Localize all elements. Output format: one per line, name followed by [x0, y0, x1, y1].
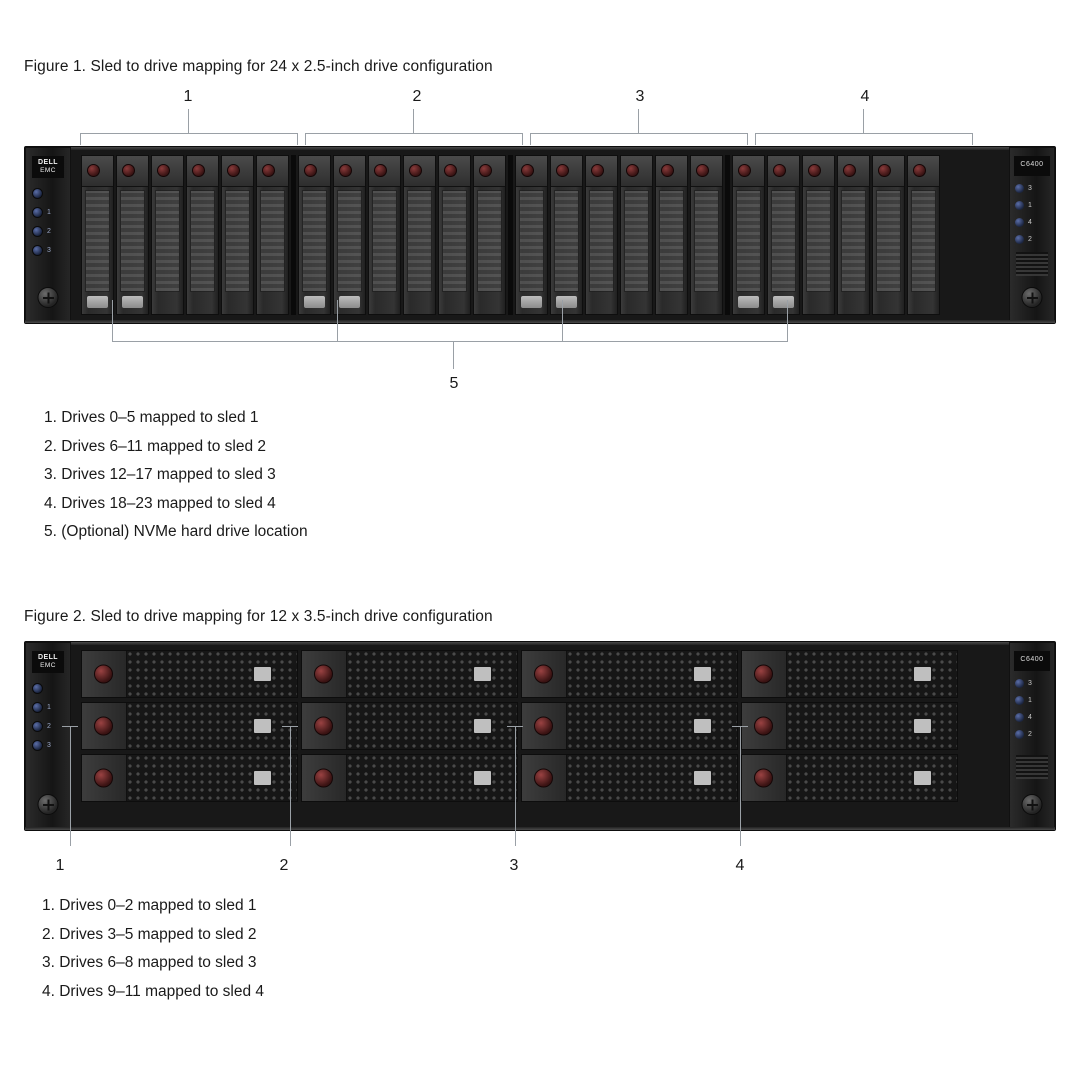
- led-icon: [1015, 730, 1024, 739]
- drive-bay[interactable]: [403, 155, 436, 315]
- legend-item: 4. Drives 9–11 mapped to sled 4: [42, 982, 265, 1000]
- callout-4: 4: [860, 88, 870, 105]
- thumbscrew-icon: [1022, 287, 1043, 308]
- callout-1: 1: [55, 857, 65, 874]
- status-led-row: 2: [1015, 231, 1051, 248]
- status-led-row: [32, 184, 66, 203]
- drive-bay[interactable]: [767, 155, 800, 315]
- sled-divider: [508, 155, 513, 315]
- led-icon: [1015, 218, 1024, 227]
- legend-item: 3. Drives 12–17 mapped to sled 3: [44, 466, 276, 483]
- led-icon: [1015, 235, 1024, 244]
- drive-bay[interactable]: [521, 754, 738, 802]
- release-latch-icon[interactable]: [479, 164, 492, 177]
- status-led-row: [32, 679, 66, 698]
- thumbscrew-icon: [38, 794, 59, 815]
- release-latch-icon[interactable]: [754, 665, 773, 684]
- sled-column: [81, 650, 298, 822]
- release-latch-icon[interactable]: [696, 164, 709, 177]
- release-latch-icon[interactable]: [913, 164, 926, 177]
- figure-1-legend: [44, 404, 308, 547]
- legend-item: 4. Drives 18–23 mapped to sled 4: [44, 494, 276, 512]
- status-led-row: 1: [32, 203, 66, 222]
- drive-bay-group-35: [81, 650, 995, 822]
- status-led-row: 4: [1015, 709, 1051, 726]
- release-latch-icon[interactable]: [534, 717, 553, 736]
- callout-4: 4: [735, 857, 745, 874]
- model-label: C6400: [1014, 156, 1050, 176]
- drive-bay[interactable]: [872, 155, 905, 315]
- drive-bay[interactable]: [81, 155, 114, 315]
- drive-bay[interactable]: [732, 155, 765, 315]
- nvme-indicator: [556, 296, 577, 308]
- release-latch-icon[interactable]: [661, 164, 674, 177]
- drive-label: [694, 667, 711, 681]
- drive-label: [474, 667, 491, 681]
- led-icon: [1015, 713, 1024, 722]
- drive-bay[interactable]: [837, 155, 870, 315]
- drive-label: [254, 771, 271, 785]
- led-icon: [32, 721, 43, 732]
- status-led-row: 1: [1015, 692, 1051, 709]
- right-ear: [1009, 147, 1055, 323]
- release-latch-icon[interactable]: [157, 164, 170, 177]
- led-icon: [32, 683, 43, 694]
- led-icon: [1015, 679, 1024, 688]
- figure-2-legend: [42, 892, 264, 1006]
- drive-bay[interactable]: [515, 155, 548, 315]
- release-latch-icon[interactable]: [122, 164, 135, 177]
- release-latch-icon[interactable]: [409, 164, 422, 177]
- drive-bay[interactable]: [655, 155, 688, 315]
- nvme-indicator: [122, 296, 143, 308]
- release-latch-icon[interactable]: [521, 164, 534, 177]
- bracket-sled-2: [305, 133, 523, 147]
- drive-bay[interactable]: [81, 754, 298, 802]
- figure-2-caption: Figure 2. Sled to drive mapping for 12 x 3.5-inch drive configuration: [24, 608, 493, 625]
- led-icon: [32, 245, 43, 256]
- release-latch-icon[interactable]: [304, 164, 317, 177]
- bracket-sled-3: [530, 133, 748, 147]
- left-status-leds: [32, 679, 66, 755]
- chassis-24x25: [24, 146, 1056, 324]
- right-status-leds: [1015, 675, 1051, 743]
- callout-1: 1: [183, 88, 193, 105]
- release-latch-icon[interactable]: [626, 164, 639, 177]
- thumbscrew-icon: [38, 287, 59, 308]
- sled-column: [521, 650, 738, 822]
- left-ear: [25, 147, 71, 323]
- drive-bay[interactable]: [741, 702, 958, 750]
- figure-1-caption: Figure 1. Sled to drive mapping for 24 x 2.5-inch drive configuration: [24, 58, 493, 75]
- drive-bay[interactable]: [298, 155, 331, 315]
- drive-bay[interactable]: [116, 155, 149, 315]
- led-icon: [32, 226, 43, 237]
- vent-grille: [1016, 252, 1048, 276]
- drive-bay-group-25: [81, 155, 995, 315]
- nvme-indicator: [304, 296, 325, 308]
- drive-label: [254, 667, 271, 681]
- release-latch-icon[interactable]: [808, 164, 821, 177]
- drive-bay[interactable]: [907, 155, 940, 315]
- release-latch-icon[interactable]: [94, 665, 113, 684]
- release-latch-icon[interactable]: [754, 717, 773, 736]
- release-latch-icon[interactable]: [94, 769, 113, 788]
- left-ear: [25, 642, 71, 830]
- led-icon: [1015, 184, 1024, 193]
- drive-bay[interactable]: [81, 650, 298, 698]
- release-latch-icon[interactable]: [262, 164, 275, 177]
- status-led-row: 1: [32, 698, 66, 717]
- release-latch-icon[interactable]: [534, 665, 553, 684]
- status-led-row: 2: [1015, 726, 1051, 743]
- drive-bay[interactable]: [620, 155, 653, 315]
- status-led-row: 2: [32, 717, 66, 736]
- dell-emc-logo: DELL EMC: [32, 156, 64, 178]
- legend-item: 5. (Optional) NVMe hard drive location: [44, 523, 308, 540]
- drive-bay[interactable]: [221, 155, 254, 315]
- callout-2: 2: [412, 88, 422, 105]
- drive-bay[interactable]: [256, 155, 289, 315]
- release-latch-icon[interactable]: [556, 164, 569, 177]
- led-icon: [32, 702, 43, 713]
- dell-emc-logo: DELL EMC: [32, 651, 64, 673]
- drive-label: [914, 667, 931, 681]
- legend-item: 1. Drives 0–2 mapped to sled 1: [42, 897, 257, 914]
- vent-grille: [1016, 755, 1048, 779]
- release-latch-icon[interactable]: [738, 164, 751, 177]
- release-latch-icon[interactable]: [192, 164, 205, 177]
- drive-label: [914, 771, 931, 785]
- release-latch-icon[interactable]: [87, 164, 100, 177]
- drive-label: [694, 771, 711, 785]
- drive-bay[interactable]: [301, 650, 518, 698]
- led-icon: [32, 188, 43, 199]
- legend-item: 2. Drives 6–11 mapped to sled 2: [44, 437, 267, 455]
- sled-column: [301, 650, 518, 822]
- led-icon: [32, 207, 43, 218]
- drive-label: [914, 719, 931, 733]
- status-led-row: 2: [32, 222, 66, 241]
- right-status-leds: [1015, 180, 1051, 248]
- drive-bay[interactable]: [521, 650, 738, 698]
- thumbscrew-icon: [1022, 794, 1043, 815]
- right-ear: [1009, 642, 1055, 830]
- drive-bay[interactable]: [690, 155, 723, 315]
- nvme-indicator: [339, 296, 360, 308]
- legend-item: 1. Drives 0–5 mapped to sled 1: [44, 409, 259, 426]
- legend-item: 3. Drives 6–8 mapped to sled 3: [42, 954, 257, 971]
- drive-bay[interactable]: [741, 754, 958, 802]
- nvme-indicator: [87, 296, 108, 308]
- callout-3: 3: [635, 88, 645, 105]
- model-label: C6400: [1014, 651, 1050, 671]
- chassis-12x35: [24, 641, 1056, 831]
- release-latch-icon[interactable]: [444, 164, 457, 177]
- drive-label: [254, 719, 271, 733]
- sled-column: [741, 650, 958, 822]
- drive-bay[interactable]: [473, 155, 506, 315]
- drive-bay[interactable]: [368, 155, 401, 315]
- drive-bay[interactable]: [521, 702, 738, 750]
- drive-label: [474, 719, 491, 733]
- drive-bay[interactable]: [186, 155, 219, 315]
- drive-bay[interactable]: [333, 155, 366, 315]
- drive-bay[interactable]: [301, 754, 518, 802]
- status-led-row: 3: [32, 241, 66, 260]
- bracket-sled-1: [80, 133, 298, 147]
- drive-label: [474, 771, 491, 785]
- release-latch-icon[interactable]: [314, 717, 333, 736]
- release-latch-icon[interactable]: [374, 164, 387, 177]
- drive-bay[interactable]: [741, 650, 958, 698]
- drive-bay[interactable]: [81, 702, 298, 750]
- callout-5: 5: [449, 375, 459, 392]
- legend-item: 2. Drives 3–5 mapped to sled 2: [42, 925, 257, 943]
- left-status-leds: [32, 184, 66, 260]
- release-latch-icon[interactable]: [754, 769, 773, 788]
- nvme-indicator: [738, 296, 759, 308]
- callout-3: 3: [509, 857, 519, 874]
- drive-bay[interactable]: [151, 155, 184, 315]
- callout-2: 2: [279, 857, 289, 874]
- drive-bay[interactable]: [585, 155, 618, 315]
- drive-bay[interactable]: [301, 702, 518, 750]
- release-latch-icon[interactable]: [314, 665, 333, 684]
- release-latch-icon[interactable]: [878, 164, 891, 177]
- release-latch-icon[interactable]: [773, 164, 786, 177]
- nvme-indicator: [773, 296, 794, 308]
- sled-divider: [291, 155, 296, 315]
- release-latch-icon[interactable]: [843, 164, 856, 177]
- drive-bay[interactable]: [550, 155, 583, 315]
- status-led-row: 3: [32, 736, 66, 755]
- release-latch-icon[interactable]: [339, 164, 352, 177]
- status-led-row: 1: [1015, 197, 1051, 214]
- release-latch-icon[interactable]: [314, 769, 333, 788]
- status-led-row: 3: [1015, 180, 1051, 197]
- drive-label: [694, 719, 711, 733]
- status-led-row: 3: [1015, 675, 1051, 692]
- release-latch-icon[interactable]: [534, 769, 553, 788]
- release-latch-icon[interactable]: [94, 717, 113, 736]
- release-latch-icon[interactable]: [591, 164, 604, 177]
- release-latch-icon[interactable]: [227, 164, 240, 177]
- status-led-row: 4: [1015, 214, 1051, 231]
- drive-bay[interactable]: [438, 155, 471, 315]
- bracket-sled-4: [755, 133, 973, 147]
- led-icon: [32, 740, 43, 751]
- sled-divider: [725, 155, 730, 315]
- drive-bay[interactable]: [802, 155, 835, 315]
- led-icon: [1015, 201, 1024, 210]
- nvme-indicator: [521, 296, 542, 308]
- led-icon: [1015, 696, 1024, 705]
